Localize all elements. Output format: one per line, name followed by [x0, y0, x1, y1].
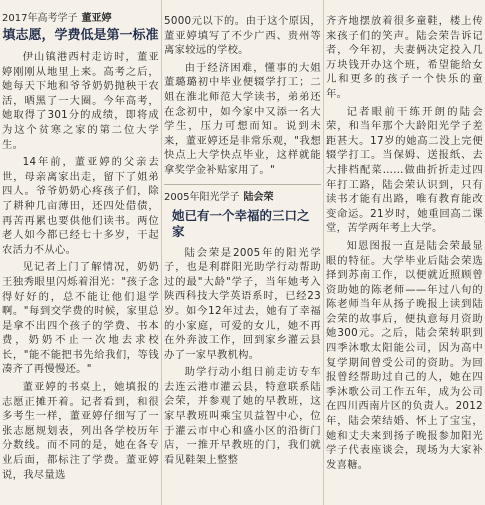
story2-cont-paragraph: 记者眼前干练开朗的陆会荣，和当年那个大龄阳光学子差距甚大。17岁的她高二没上完便辍学打工。当保姆、送报纸、去大排档配菜……做曲折折走过四年打工路，陆会荣认识到，只有读书才能有出路，唯有教育能改变命运。21岁时，她重回高二课堂，苦学两年考上大学。	[326, 105, 483, 235]
story1-paragraph: 董亚婷的书桌上，她填报的志愿正摊开着。记者看到，和很多考生一样，董亚婷仔细写了一张志愿规划表，列出各学校历年分数线。而不同的是，她在各专业后面，都标注了学费。董亚婷说，我尽量选	[2, 381, 159, 481]
story1-kicker-name: 董亚婷	[81, 13, 112, 24]
story1-headline: 填志愿，学费低是第一标准	[2, 28, 159, 43]
story2-paragraph: 助学行动小组日前走访专车去连云港市灌云县，特意联系陆会荣，并参观了她的早教班，这家早教班叫乘宝贝益智中心，位于灌云市中心和盛小区的沿街门店，一推开早教班的门，我们就看见鞋架上整整	[164, 366, 321, 466]
story1-kicker	[2, 12, 159, 26]
column-middle	[164, 0, 321, 467]
story2-paragraph: 陆会荣是2005年的阳光学子，也是利群阳光助学行动帮助过的最"大龄"学子，当年她考入陕西科技大学英语系时，已经23岁。如今12年过去，她有了幸福的小家庭，可爱的女儿，她不再在外奔波工作，回到家乡灌云县办了一家早教机构。	[164, 246, 321, 361]
story1-paragraph: 见记者上门了解情况，奶奶王独秀眼里闪烁着泪光："孩子念得好好的，总不能让他们退学啊。"每到交学费的时候，家里总是拿不出四个孩子的学费、书本费，奶奶不止一次地去求校长，"能不能把书先给我们，等钱凑齐了再慢慢还。"	[2, 261, 159, 376]
column-right	[326, 0, 483, 472]
story2-kicker-label: 2005年阳光学子	[164, 191, 240, 203]
story2-cont-paragraph: 齐齐地摆放着很多童鞋，楼上传来孩子们的笑声。陆会荣告诉记者，今年初，夫妻俩决定投入几万块钱开办这个班，希望能给女儿和更多的孩子一个快乐的童年。	[326, 15, 483, 100]
story2-kicker	[164, 191, 321, 205]
column-divider	[323, 0, 324, 505]
story1-paragraph: 14年前，董亚婷的父亲去世，母亲离家出走，留下了姐弟四人。爷爷奶奶心疼孩子们，除了耕种几亩薄田，还四处借债，再苦再累也要供他们读书。两位老人如今都已经七十多岁，干起农活力不从心。	[2, 156, 159, 256]
story1-cont-paragraph: 由于经济困难，懂事的大姐董璐璐初中毕业便辍学打工；二姐在淮北师范大学读书，弟弟还在念初中，如今家中又添一名大学生，压力可想而知。说到未来，董亚婷还是非常乐观，"我想快点上大学快点毕业，这样就能拿奖学金补贴家用了。"	[164, 61, 321, 176]
story2-cont-paragraph: 知恩图报一直是陆会荣最显眼的特征。大学毕业后陆会荣选择到苏南工作，以便就近照顾曾资助她的陈老师——年过八旬的陈老师当年从扬子晚报上读到陆会荣的故事后，便执意每月资助她300元。之后，陆会荣转职到四季沐歌太阳能公司，因为高中复学期间曾受公司的资助。为回报曾经帮助过自己的人，她在四季沐歌公司工作五年，成为公司在四川西南片区的负责人。2012年，陆会荣结婚、怀上了宝宝，她和丈夫来到扬子晚报参加阳光学子代表座谈会，现场为大家补发喜糖。	[326, 239, 483, 471]
story2-kicker-name: 陆会荣	[243, 191, 274, 203]
column-left	[2, 0, 159, 482]
story1-paragraph: 伊山镇港西村走访时，董亚婷刚刚从地里上来。高考之后，她每天下地和爷爷奶奶抛秧干农活，晒黑了一大圈。今年高考，她取得了301分的成绩，即将成为这个贫寒之家的第二位大学生。	[2, 51, 159, 151]
story-separator	[164, 184, 321, 185]
story2-headline: 她已有一个幸福的三口之家	[172, 207, 310, 239]
story1-cont-paragraph: 5000元以下的。由于这个原因，董亚婷填写了不少广西、贵州等离家较远的学校。	[164, 15, 321, 57]
column-divider	[161, 0, 162, 505]
story1-kicker-label: 2017年高考学子	[2, 13, 78, 24]
